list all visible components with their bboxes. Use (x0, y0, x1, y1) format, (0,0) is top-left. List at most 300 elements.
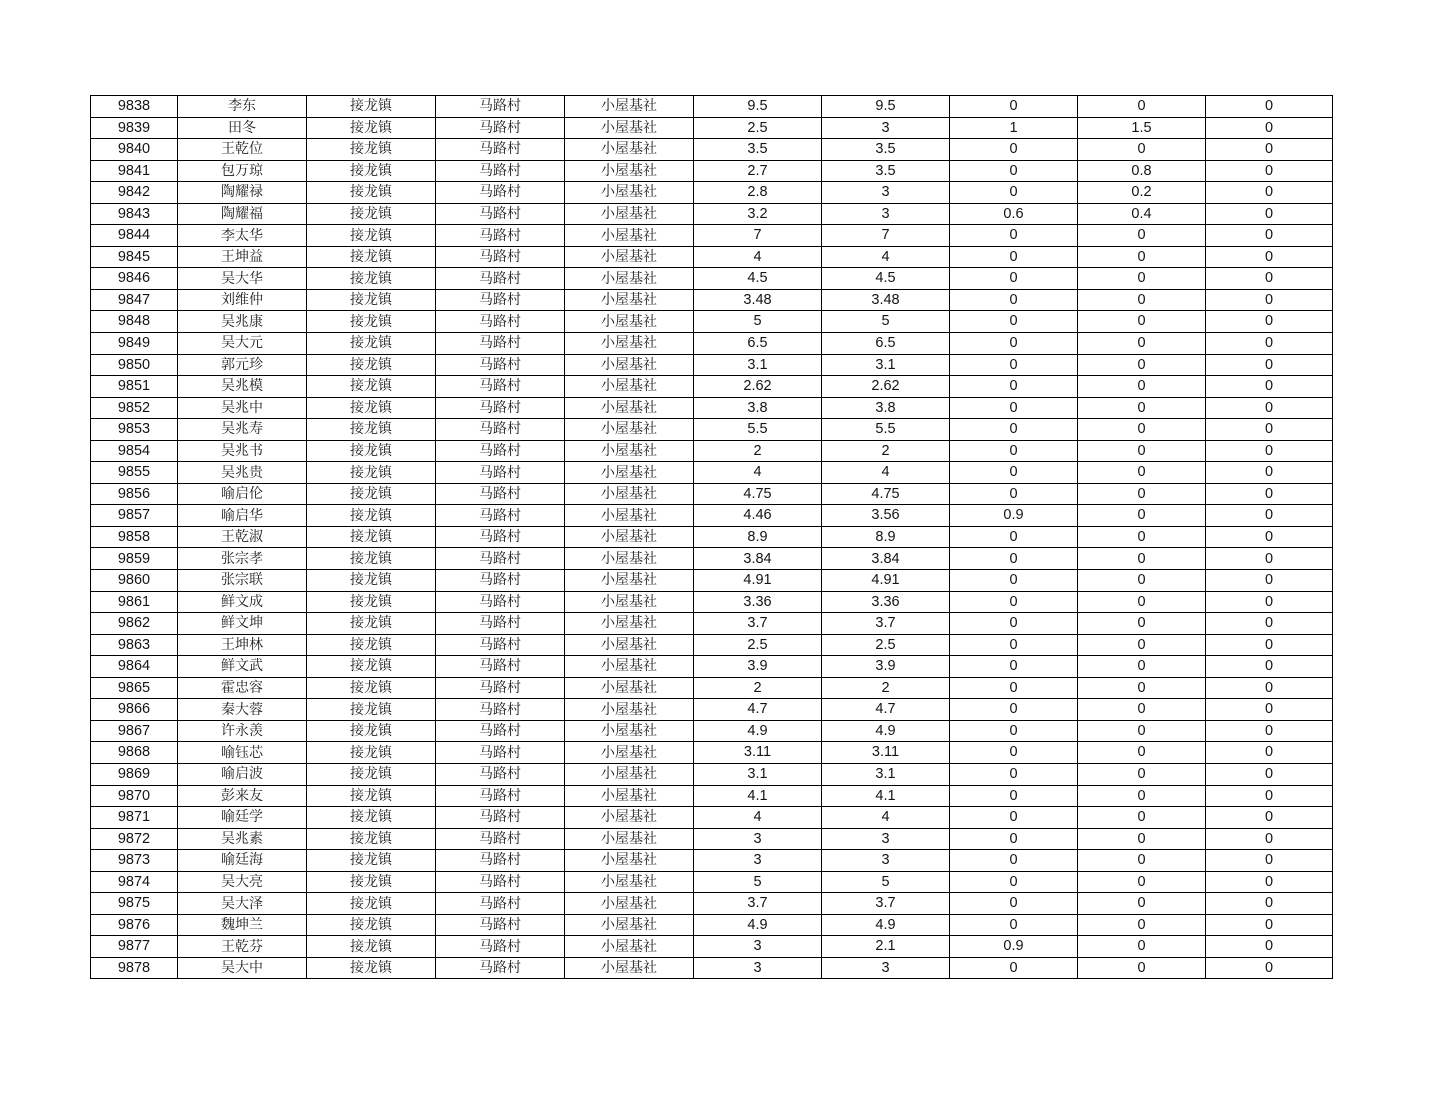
cell-value-4[interactable]: 0 (1078, 677, 1206, 699)
cell-value-1[interactable]: 4 (694, 246, 822, 268)
cell-town[interactable]: 接龙镇 (307, 699, 436, 721)
cell-value-1[interactable]: 9.5 (694, 96, 822, 118)
cell-village[interactable]: 马路村 (436, 419, 565, 441)
cell-value-1[interactable]: 8.9 (694, 526, 822, 548)
cell-value-1[interactable]: 3.7 (694, 613, 822, 635)
cell-village[interactable]: 马路村 (436, 397, 565, 419)
cell-village[interactable]: 马路村 (436, 850, 565, 872)
cell-value-1[interactable]: 3.36 (694, 591, 822, 613)
cell-village[interactable]: 马路村 (436, 268, 565, 290)
cell-id[interactable]: 9853 (91, 419, 178, 441)
cell-value-5[interactable]: 0 (1206, 699, 1333, 721)
cell-name[interactable]: 李太华 (178, 225, 307, 247)
cell-value-3[interactable]: 0 (950, 160, 1078, 182)
cell-town[interactable]: 接龙镇 (307, 807, 436, 829)
cell-value-2[interactable]: 3 (822, 182, 950, 204)
cell-value-3[interactable]: 0 (950, 462, 1078, 484)
cell-name[interactable]: 李东 (178, 96, 307, 118)
cell-value-5[interactable]: 0 (1206, 182, 1333, 204)
cell-value-3[interactable]: 0 (950, 225, 1078, 247)
cell-value-1[interactable]: 4.5 (694, 268, 822, 290)
cell-id[interactable]: 9842 (91, 182, 178, 204)
cell-value-5[interactable]: 0 (1206, 591, 1333, 613)
cell-village[interactable]: 马路村 (436, 871, 565, 893)
cell-name[interactable]: 吴兆中 (178, 397, 307, 419)
cell-value-5[interactable]: 0 (1206, 246, 1333, 268)
cell-value-1[interactable]: 4.91 (694, 570, 822, 592)
cell-value-5[interactable]: 0 (1206, 720, 1333, 742)
cell-id[interactable]: 9874 (91, 871, 178, 893)
cell-village[interactable]: 马路村 (436, 117, 565, 139)
cell-village[interactable]: 马路村 (436, 526, 565, 548)
cell-group[interactable]: 小屋基社 (565, 871, 694, 893)
cell-value-2[interactable]: 7 (822, 225, 950, 247)
cell-name[interactable]: 吴兆寿 (178, 419, 307, 441)
cell-town[interactable]: 接龙镇 (307, 268, 436, 290)
cell-group[interactable]: 小屋基社 (565, 656, 694, 678)
cell-value-5[interactable]: 0 (1206, 936, 1333, 958)
cell-value-1[interactable]: 3 (694, 936, 822, 958)
cell-value-4[interactable]: 0 (1078, 720, 1206, 742)
cell-village[interactable]: 马路村 (436, 807, 565, 829)
cell-id[interactable]: 9873 (91, 850, 178, 872)
cell-name[interactable]: 魏坤兰 (178, 914, 307, 936)
cell-village[interactable]: 马路村 (436, 182, 565, 204)
cell-value-2[interactable]: 3.48 (822, 289, 950, 311)
cell-value-4[interactable]: 0 (1078, 96, 1206, 118)
cell-group[interactable]: 小屋基社 (565, 268, 694, 290)
cell-town[interactable]: 接龙镇 (307, 591, 436, 613)
cell-value-3[interactable]: 0.9 (950, 936, 1078, 958)
cell-value-4[interactable]: 0 (1078, 656, 1206, 678)
cell-town[interactable]: 接龙镇 (307, 289, 436, 311)
cell-value-2[interactable]: 4.75 (822, 483, 950, 505)
cell-town[interactable]: 接龙镇 (307, 914, 436, 936)
cell-value-3[interactable]: 0.9 (950, 505, 1078, 527)
cell-id[interactable]: 9878 (91, 957, 178, 979)
cell-village[interactable]: 马路村 (436, 440, 565, 462)
cell-id[interactable]: 9851 (91, 376, 178, 398)
cell-value-2[interactable]: 3 (822, 957, 950, 979)
cell-value-5[interactable]: 0 (1206, 957, 1333, 979)
cell-name[interactable]: 许永羡 (178, 720, 307, 742)
cell-town[interactable]: 接龙镇 (307, 182, 436, 204)
cell-value-2[interactable]: 3 (822, 850, 950, 872)
cell-id[interactable]: 9872 (91, 828, 178, 850)
cell-value-5[interactable]: 0 (1206, 656, 1333, 678)
cell-town[interactable]: 接龙镇 (307, 936, 436, 958)
cell-value-3[interactable]: 0 (950, 613, 1078, 635)
cell-town[interactable]: 接龙镇 (307, 139, 436, 161)
cell-value-5[interactable]: 0 (1206, 763, 1333, 785)
cell-name[interactable]: 王乾芬 (178, 936, 307, 958)
cell-value-3[interactable]: 0 (950, 376, 1078, 398)
cell-village[interactable]: 马路村 (436, 333, 565, 355)
cell-value-1[interactable]: 5 (694, 311, 822, 333)
cell-value-2[interactable]: 2.62 (822, 376, 950, 398)
cell-town[interactable]: 接龙镇 (307, 96, 436, 118)
cell-value-3[interactable]: 0 (950, 289, 1078, 311)
cell-name[interactable]: 包万琼 (178, 160, 307, 182)
cell-town[interactable]: 接龙镇 (307, 871, 436, 893)
cell-group[interactable]: 小屋基社 (565, 354, 694, 376)
cell-value-4[interactable]: 0 (1078, 957, 1206, 979)
cell-town[interactable]: 接龙镇 (307, 828, 436, 850)
cell-value-5[interactable]: 0 (1206, 613, 1333, 635)
cell-id[interactable]: 9875 (91, 893, 178, 915)
cell-id[interactable]: 9869 (91, 763, 178, 785)
cell-village[interactable]: 马路村 (436, 483, 565, 505)
cell-value-4[interactable]: 0 (1078, 139, 1206, 161)
cell-value-3[interactable]: 0 (950, 634, 1078, 656)
cell-town[interactable]: 接龙镇 (307, 160, 436, 182)
cell-name[interactable]: 吴兆书 (178, 440, 307, 462)
cell-value-3[interactable]: 0 (950, 807, 1078, 829)
cell-value-2[interactable]: 3.84 (822, 548, 950, 570)
cell-value-3[interactable]: 0 (950, 182, 1078, 204)
cell-group[interactable]: 小屋基社 (565, 957, 694, 979)
cell-town[interactable]: 接龙镇 (307, 656, 436, 678)
cell-value-4[interactable]: 0 (1078, 462, 1206, 484)
cell-value-2[interactable]: 3.7 (822, 613, 950, 635)
cell-value-1[interactable]: 2.62 (694, 376, 822, 398)
cell-value-3[interactable]: 0 (950, 850, 1078, 872)
cell-id[interactable]: 9840 (91, 139, 178, 161)
cell-name[interactable]: 王坤益 (178, 246, 307, 268)
cell-value-2[interactable]: 2.1 (822, 936, 950, 958)
cell-group[interactable]: 小屋基社 (565, 785, 694, 807)
cell-value-5[interactable]: 0 (1206, 742, 1333, 764)
cell-value-4[interactable]: 0 (1078, 397, 1206, 419)
cell-value-2[interactable]: 9.5 (822, 96, 950, 118)
cell-village[interactable]: 马路村 (436, 311, 565, 333)
cell-value-1[interactable]: 4.1 (694, 785, 822, 807)
cell-value-5[interactable]: 0 (1206, 160, 1333, 182)
cell-village[interactable]: 马路村 (436, 634, 565, 656)
cell-name[interactable]: 陶耀福 (178, 203, 307, 225)
cell-group[interactable]: 小屋基社 (565, 677, 694, 699)
cell-value-3[interactable]: 0 (950, 677, 1078, 699)
cell-group[interactable]: 小屋基社 (565, 893, 694, 915)
cell-value-3[interactable]: 1 (950, 117, 1078, 139)
cell-group[interactable]: 小屋基社 (565, 117, 694, 139)
cell-group[interactable]: 小屋基社 (565, 720, 694, 742)
cell-id[interactable]: 9870 (91, 785, 178, 807)
cell-village[interactable]: 马路村 (436, 289, 565, 311)
cell-group[interactable]: 小屋基社 (565, 613, 694, 635)
cell-value-1[interactable]: 2.8 (694, 182, 822, 204)
cell-value-3[interactable]: 0 (950, 656, 1078, 678)
cell-id[interactable]: 9846 (91, 268, 178, 290)
cell-id[interactable]: 9847 (91, 289, 178, 311)
cell-group[interactable]: 小屋基社 (565, 440, 694, 462)
cell-value-4[interactable]: 0 (1078, 311, 1206, 333)
cell-value-4[interactable]: 0 (1078, 591, 1206, 613)
cell-value-2[interactable]: 8.9 (822, 526, 950, 548)
cell-value-2[interactable]: 4.7 (822, 699, 950, 721)
cell-value-4[interactable]: 0 (1078, 570, 1206, 592)
cell-village[interactable]: 马路村 (436, 763, 565, 785)
cell-value-4[interactable]: 0 (1078, 893, 1206, 915)
cell-group[interactable]: 小屋基社 (565, 139, 694, 161)
cell-group[interactable]: 小屋基社 (565, 936, 694, 958)
cell-value-2[interactable]: 3.7 (822, 893, 950, 915)
cell-value-4[interactable]: 0 (1078, 871, 1206, 893)
cell-id[interactable]: 9854 (91, 440, 178, 462)
cell-village[interactable]: 马路村 (436, 677, 565, 699)
cell-value-3[interactable]: 0 (950, 333, 1078, 355)
cell-village[interactable]: 马路村 (436, 160, 565, 182)
cell-id[interactable]: 9849 (91, 333, 178, 355)
cell-value-5[interactable]: 0 (1206, 526, 1333, 548)
cell-value-1[interactable]: 3.1 (694, 354, 822, 376)
cell-value-3[interactable]: 0 (950, 139, 1078, 161)
cell-value-1[interactable]: 3.11 (694, 742, 822, 764)
cell-value-5[interactable]: 0 (1206, 376, 1333, 398)
cell-id[interactable]: 9871 (91, 807, 178, 829)
cell-value-5[interactable]: 0 (1206, 570, 1333, 592)
cell-name[interactable]: 张宗联 (178, 570, 307, 592)
cell-value-1[interactable]: 3 (694, 957, 822, 979)
cell-id[interactable]: 9865 (91, 677, 178, 699)
cell-value-3[interactable]: 0 (950, 828, 1078, 850)
cell-value-1[interactable]: 4.75 (694, 483, 822, 505)
cell-group[interactable]: 小屋基社 (565, 699, 694, 721)
cell-town[interactable]: 接龙镇 (307, 354, 436, 376)
cell-value-3[interactable]: 0.6 (950, 203, 1078, 225)
cell-value-4[interactable]: 0.8 (1078, 160, 1206, 182)
cell-group[interactable]: 小屋基社 (565, 311, 694, 333)
cell-name[interactable]: 秦大蓉 (178, 699, 307, 721)
cell-town[interactable]: 接龙镇 (307, 440, 436, 462)
cell-group[interactable]: 小屋基社 (565, 246, 694, 268)
cell-value-2[interactable]: 6.5 (822, 333, 950, 355)
cell-value-5[interactable]: 0 (1206, 333, 1333, 355)
cell-value-5[interactable]: 0 (1206, 203, 1333, 225)
cell-village[interactable]: 马路村 (436, 656, 565, 678)
cell-town[interactable]: 接龙镇 (307, 570, 436, 592)
cell-id[interactable]: 9843 (91, 203, 178, 225)
cell-value-4[interactable]: 0 (1078, 850, 1206, 872)
cell-value-2[interactable]: 3.36 (822, 591, 950, 613)
cell-value-2[interactable]: 3.1 (822, 354, 950, 376)
cell-value-2[interactable]: 4.91 (822, 570, 950, 592)
cell-value-1[interactable]: 4.7 (694, 699, 822, 721)
cell-value-5[interactable]: 0 (1206, 268, 1333, 290)
cell-value-5[interactable]: 0 (1206, 354, 1333, 376)
cell-name[interactable]: 吴大华 (178, 268, 307, 290)
cell-name[interactable]: 喻启华 (178, 505, 307, 527)
cell-id[interactable]: 9859 (91, 548, 178, 570)
cell-value-1[interactable]: 3.8 (694, 397, 822, 419)
cell-value-5[interactable]: 0 (1206, 419, 1333, 441)
cell-value-5[interactable]: 0 (1206, 807, 1333, 829)
cell-group[interactable]: 小屋基社 (565, 742, 694, 764)
cell-town[interactable]: 接龙镇 (307, 850, 436, 872)
cell-id[interactable]: 9845 (91, 246, 178, 268)
cell-id[interactable]: 9864 (91, 656, 178, 678)
cell-value-5[interactable]: 0 (1206, 914, 1333, 936)
cell-value-3[interactable]: 0 (950, 246, 1078, 268)
cell-value-4[interactable]: 0 (1078, 634, 1206, 656)
cell-name[interactable]: 吴大元 (178, 333, 307, 355)
cell-value-2[interactable]: 3.8 (822, 397, 950, 419)
cell-value-1[interactable]: 2 (694, 677, 822, 699)
cell-name[interactable]: 刘维仲 (178, 289, 307, 311)
cell-value-3[interactable]: 0 (950, 440, 1078, 462)
cell-value-1[interactable]: 3 (694, 850, 822, 872)
cell-village[interactable]: 马路村 (436, 785, 565, 807)
cell-value-1[interactable]: 3.84 (694, 548, 822, 570)
cell-village[interactable]: 马路村 (436, 828, 565, 850)
cell-village[interactable]: 马路村 (436, 139, 565, 161)
cell-town[interactable]: 接龙镇 (307, 311, 436, 333)
cell-value-4[interactable]: 0 (1078, 936, 1206, 958)
cell-id[interactable]: 9877 (91, 936, 178, 958)
cell-value-1[interactable]: 7 (694, 225, 822, 247)
cell-value-2[interactable]: 3 (822, 203, 950, 225)
cell-name[interactable]: 喻启波 (178, 763, 307, 785)
cell-name[interactable]: 喻钰芯 (178, 742, 307, 764)
cell-id[interactable]: 9863 (91, 634, 178, 656)
cell-value-4[interactable]: 0 (1078, 376, 1206, 398)
cell-value-5[interactable]: 0 (1206, 785, 1333, 807)
cell-value-4[interactable]: 0 (1078, 613, 1206, 635)
cell-value-2[interactable]: 4.9 (822, 720, 950, 742)
cell-name[interactable]: 陶耀禄 (178, 182, 307, 204)
cell-name[interactable]: 王乾位 (178, 139, 307, 161)
cell-town[interactable]: 接龙镇 (307, 397, 436, 419)
cell-name[interactable]: 鲜文坤 (178, 613, 307, 635)
cell-value-4[interactable]: 0 (1078, 763, 1206, 785)
cell-town[interactable]: 接龙镇 (307, 720, 436, 742)
cell-value-3[interactable]: 0 (950, 419, 1078, 441)
cell-value-2[interactable]: 5.5 (822, 419, 950, 441)
cell-village[interactable]: 马路村 (436, 742, 565, 764)
cell-id[interactable]: 9860 (91, 570, 178, 592)
cell-value-3[interactable]: 0 (950, 483, 1078, 505)
cell-group[interactable]: 小屋基社 (565, 182, 694, 204)
cell-town[interactable]: 接龙镇 (307, 893, 436, 915)
cell-id[interactable]: 9861 (91, 591, 178, 613)
cell-value-5[interactable]: 0 (1206, 505, 1333, 527)
cell-value-4[interactable]: 0.4 (1078, 203, 1206, 225)
cell-name[interactable]: 吴兆素 (178, 828, 307, 850)
cell-value-1[interactable]: 2.7 (694, 160, 822, 182)
cell-group[interactable]: 小屋基社 (565, 483, 694, 505)
cell-group[interactable]: 小屋基社 (565, 505, 694, 527)
cell-village[interactable]: 马路村 (436, 246, 565, 268)
cell-name[interactable]: 喻廷海 (178, 850, 307, 872)
cell-value-2[interactable]: 3.1 (822, 763, 950, 785)
cell-village[interactable]: 马路村 (436, 720, 565, 742)
cell-value-5[interactable]: 0 (1206, 828, 1333, 850)
cell-name[interactable]: 喻启伦 (178, 483, 307, 505)
cell-id[interactable]: 9856 (91, 483, 178, 505)
cell-value-2[interactable]: 3.11 (822, 742, 950, 764)
cell-value-4[interactable]: 0 (1078, 548, 1206, 570)
cell-value-3[interactable]: 0 (950, 591, 1078, 613)
cell-town[interactable]: 接龙镇 (307, 246, 436, 268)
cell-town[interactable]: 接龙镇 (307, 763, 436, 785)
cell-value-1[interactable]: 2.5 (694, 634, 822, 656)
cell-value-4[interactable]: 0 (1078, 268, 1206, 290)
cell-group[interactable]: 小屋基社 (565, 807, 694, 829)
cell-id[interactable]: 9852 (91, 397, 178, 419)
cell-value-4[interactable]: 0 (1078, 225, 1206, 247)
cell-town[interactable]: 接龙镇 (307, 785, 436, 807)
cell-value-5[interactable]: 0 (1206, 850, 1333, 872)
cell-village[interactable]: 马路村 (436, 699, 565, 721)
cell-value-4[interactable]: 0 (1078, 828, 1206, 850)
cell-value-5[interactable]: 0 (1206, 311, 1333, 333)
cell-value-4[interactable]: 0 (1078, 440, 1206, 462)
cell-village[interactable]: 马路村 (436, 591, 565, 613)
cell-id[interactable]: 9862 (91, 613, 178, 635)
cell-id[interactable]: 9868 (91, 742, 178, 764)
cell-value-4[interactable]: 0 (1078, 246, 1206, 268)
cell-group[interactable]: 小屋基社 (565, 160, 694, 182)
cell-value-2[interactable]: 4.1 (822, 785, 950, 807)
cell-name[interactable]: 喻廷学 (178, 807, 307, 829)
cell-value-3[interactable]: 0 (950, 311, 1078, 333)
cell-town[interactable]: 接龙镇 (307, 333, 436, 355)
cell-id[interactable]: 9867 (91, 720, 178, 742)
cell-town[interactable]: 接龙镇 (307, 483, 436, 505)
cell-value-5[interactable]: 0 (1206, 483, 1333, 505)
cell-value-5[interactable]: 0 (1206, 440, 1333, 462)
cell-value-4[interactable]: 0 (1078, 807, 1206, 829)
cell-value-1[interactable]: 3.9 (694, 656, 822, 678)
cell-group[interactable]: 小屋基社 (565, 462, 694, 484)
cell-town[interactable]: 接龙镇 (307, 376, 436, 398)
cell-name[interactable]: 吴兆康 (178, 311, 307, 333)
cell-village[interactable]: 马路村 (436, 203, 565, 225)
cell-value-3[interactable]: 0 (950, 785, 1078, 807)
cell-value-5[interactable]: 0 (1206, 548, 1333, 570)
cell-value-2[interactable]: 3.56 (822, 505, 950, 527)
cell-value-3[interactable]: 0 (950, 763, 1078, 785)
cell-group[interactable]: 小屋基社 (565, 914, 694, 936)
cell-name[interactable]: 王乾淑 (178, 526, 307, 548)
cell-village[interactable]: 马路村 (436, 354, 565, 376)
cell-value-1[interactable]: 3.2 (694, 203, 822, 225)
cell-value-1[interactable]: 4 (694, 807, 822, 829)
cell-town[interactable]: 接龙镇 (307, 462, 436, 484)
cell-group[interactable]: 小屋基社 (565, 397, 694, 419)
cell-value-4[interactable]: 0 (1078, 505, 1206, 527)
cell-value-3[interactable]: 0 (950, 720, 1078, 742)
cell-value-2[interactable]: 3.9 (822, 656, 950, 678)
cell-name[interactable]: 王坤林 (178, 634, 307, 656)
cell-id[interactable]: 9855 (91, 462, 178, 484)
cell-value-3[interactable]: 0 (950, 268, 1078, 290)
cell-town[interactable]: 接龙镇 (307, 548, 436, 570)
cell-value-5[interactable]: 0 (1206, 871, 1333, 893)
cell-town[interactable]: 接龙镇 (307, 677, 436, 699)
cell-value-2[interactable]: 4 (822, 246, 950, 268)
cell-village[interactable]: 马路村 (436, 376, 565, 398)
cell-town[interactable]: 接龙镇 (307, 634, 436, 656)
cell-id[interactable]: 9838 (91, 96, 178, 118)
cell-value-3[interactable]: 0 (950, 871, 1078, 893)
cell-value-5[interactable]: 0 (1206, 893, 1333, 915)
cell-value-1[interactable]: 3 (694, 828, 822, 850)
cell-value-4[interactable]: 0 (1078, 354, 1206, 376)
cell-town[interactable]: 接龙镇 (307, 742, 436, 764)
cell-value-5[interactable]: 0 (1206, 225, 1333, 247)
cell-value-5[interactable]: 0 (1206, 634, 1333, 656)
